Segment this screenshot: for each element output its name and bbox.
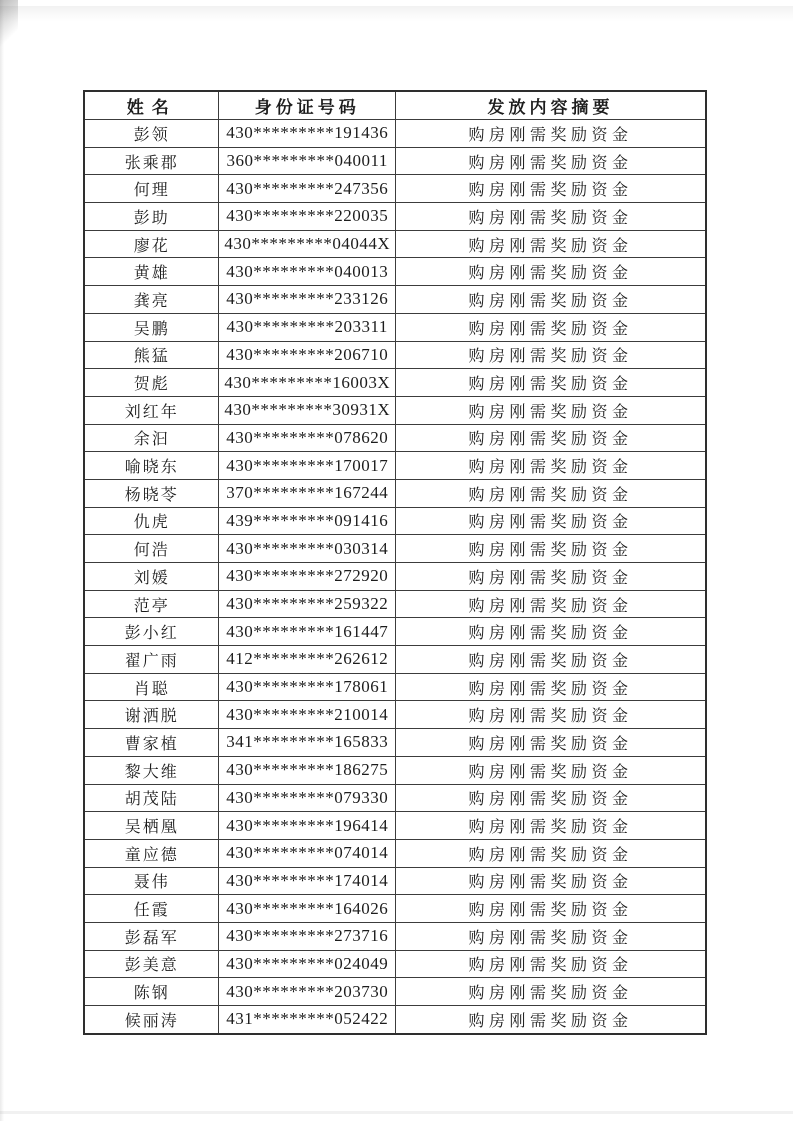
name-cell: 肖聪 [84, 673, 219, 701]
name-cell: 龚亮 [84, 286, 219, 314]
table-header [84, 91, 706, 120]
summary-cell: 购房刚需奖励资金 [395, 646, 706, 674]
summary-cell: 购房刚需奖励资金 [395, 147, 706, 175]
table-row [84, 618, 706, 646]
id-cell: 430*********164026 [219, 895, 396, 923]
id-cell: 430*********030314 [219, 535, 396, 563]
name-cell: 候丽涛 [84, 1006, 219, 1034]
table-row [84, 1006, 706, 1034]
header-row [84, 91, 706, 120]
table-row [84, 563, 706, 591]
id-cell: 430*********191436 [219, 120, 396, 148]
summary-cell: 购房刚需奖励资金 [395, 812, 706, 840]
beneficiary-table [83, 90, 707, 1035]
id-cell: 430*********247356 [219, 175, 396, 203]
table-body [84, 120, 706, 1034]
table-row [84, 452, 706, 480]
summary-cell: 购房刚需奖励资金 [395, 950, 706, 978]
summary-cell: 购房刚需奖励资金 [395, 839, 706, 867]
table-row [84, 812, 706, 840]
summary-cell: 购房刚需奖励资金 [395, 286, 706, 314]
header-name: 姓名 [84, 91, 219, 120]
id-cell: 439*********091416 [219, 507, 396, 535]
table-row [84, 922, 706, 950]
name-cell: 杨晓苓 [84, 479, 219, 507]
name-cell: 余汩 [84, 424, 219, 452]
id-cell: 430*********174014 [219, 867, 396, 895]
id-cell: 431*********052422 [219, 1006, 396, 1034]
table-row [84, 895, 706, 923]
summary-cell: 购房刚需奖励资金 [395, 1006, 706, 1034]
name-cell: 喻晓东 [84, 452, 219, 480]
table-row [84, 230, 706, 258]
summary-cell: 购房刚需奖励资金 [395, 258, 706, 286]
summary-cell: 购房刚需奖励资金 [395, 203, 706, 231]
scan-artifact-left-edge [0, 0, 4, 1121]
name-cell: 熊猛 [84, 341, 219, 369]
table-row [84, 424, 706, 452]
table-row [84, 258, 706, 286]
id-cell: 360*********040011 [219, 147, 396, 175]
name-cell: 张乘郡 [84, 147, 219, 175]
id-cell: 430*********178061 [219, 673, 396, 701]
table-row [84, 535, 706, 563]
scan-artifact-top-edge [0, 6, 793, 22]
summary-cell: 购房刚需奖励资金 [395, 978, 706, 1006]
table-row [84, 950, 706, 978]
name-cell: 刘红年 [84, 396, 219, 424]
table-row [84, 646, 706, 674]
name-cell: 彭磊军 [84, 922, 219, 950]
name-cell: 贺彪 [84, 369, 219, 397]
table-row [84, 978, 706, 1006]
summary-cell: 购房刚需奖励资金 [395, 895, 706, 923]
header-summary: 发放内容摘要 [395, 91, 706, 120]
id-cell: 430*********259322 [219, 590, 396, 618]
table-row [84, 729, 706, 757]
id-cell: 430*********186275 [219, 756, 396, 784]
table-row [84, 867, 706, 895]
summary-cell: 购房刚需奖励资金 [395, 341, 706, 369]
name-cell: 曹家植 [84, 729, 219, 757]
table-row [84, 673, 706, 701]
summary-cell: 购房刚需奖励资金 [395, 673, 706, 701]
table-row [84, 507, 706, 535]
name-cell: 陈钢 [84, 978, 219, 1006]
name-cell: 童应德 [84, 839, 219, 867]
summary-cell: 购房刚需奖励资金 [395, 507, 706, 535]
summary-cell: 购房刚需奖励资金 [395, 230, 706, 258]
table-row [84, 756, 706, 784]
id-cell: 430*********210014 [219, 701, 396, 729]
summary-cell: 购房刚需奖励资金 [395, 922, 706, 950]
summary-cell: 购房刚需奖励资金 [395, 479, 706, 507]
summary-cell: 购房刚需奖励资金 [395, 756, 706, 784]
table-row [84, 839, 706, 867]
name-cell: 翟广雨 [84, 646, 219, 674]
id-cell: 430*********161447 [219, 618, 396, 646]
summary-cell: 购房刚需奖励资金 [395, 701, 706, 729]
name-cell: 聂伟 [84, 867, 219, 895]
table-row [84, 701, 706, 729]
name-cell: 彭领 [84, 120, 219, 148]
id-cell: 430*********16003X [219, 369, 396, 397]
name-cell: 彭小红 [84, 618, 219, 646]
name-cell: 彭助 [84, 203, 219, 231]
name-cell: 胡茂陆 [84, 784, 219, 812]
summary-cell: 购房刚需奖励资金 [395, 729, 706, 757]
id-cell: 430*********203730 [219, 978, 396, 1006]
summary-cell: 购房刚需奖励资金 [395, 175, 706, 203]
id-cell: 412*********262612 [219, 646, 396, 674]
table-row [84, 369, 706, 397]
id-cell: 430*********170017 [219, 452, 396, 480]
name-cell: 黄雄 [84, 258, 219, 286]
summary-cell: 购房刚需奖励资金 [395, 784, 706, 812]
summary-cell: 购房刚需奖励资金 [395, 452, 706, 480]
table-row [84, 175, 706, 203]
table-row [84, 147, 706, 175]
id-cell: 430*********203311 [219, 313, 396, 341]
summary-cell: 购房刚需奖励资金 [395, 369, 706, 397]
name-cell: 黎大维 [84, 756, 219, 784]
id-cell: 430*********074014 [219, 839, 396, 867]
name-cell: 刘媛 [84, 563, 219, 591]
name-cell: 任霞 [84, 895, 219, 923]
id-cell: 430*********273716 [219, 922, 396, 950]
scan-artifact-corner [0, 0, 18, 56]
table-row [84, 286, 706, 314]
id-cell: 430*********079330 [219, 784, 396, 812]
id-cell: 430*********206710 [219, 341, 396, 369]
table-row [84, 313, 706, 341]
summary-cell: 购房刚需奖励资金 [395, 424, 706, 452]
name-cell: 廖花 [84, 230, 219, 258]
id-cell: 430*********078620 [219, 424, 396, 452]
name-cell: 仇虎 [84, 507, 219, 535]
name-cell: 何理 [84, 175, 219, 203]
id-cell: 430*********220035 [219, 203, 396, 231]
id-cell: 370*********167244 [219, 479, 396, 507]
id-cell: 341*********165833 [219, 729, 396, 757]
summary-cell: 购房刚需奖励资金 [395, 313, 706, 341]
id-cell: 430*********233126 [219, 286, 396, 314]
header-id-number: 身份证号码 [219, 91, 396, 120]
name-cell: 吴鹏 [84, 313, 219, 341]
table-row [84, 479, 706, 507]
id-cell: 430*********196414 [219, 812, 396, 840]
summary-cell: 购房刚需奖励资金 [395, 618, 706, 646]
name-cell: 谢洒脱 [84, 701, 219, 729]
summary-cell: 购房刚需奖励资金 [395, 867, 706, 895]
summary-cell: 购房刚需奖励资金 [395, 535, 706, 563]
table-row [84, 784, 706, 812]
name-cell: 范亭 [84, 590, 219, 618]
id-cell: 430*********024049 [219, 950, 396, 978]
table-row [84, 590, 706, 618]
summary-cell: 购房刚需奖励资金 [395, 590, 706, 618]
table-row [84, 120, 706, 148]
id-cell: 430*********04044X [219, 230, 396, 258]
id-cell: 430*********272920 [219, 563, 396, 591]
summary-cell: 购房刚需奖励资金 [395, 120, 706, 148]
name-cell: 何浩 [84, 535, 219, 563]
id-cell: 430*********040013 [219, 258, 396, 286]
table-row [84, 396, 706, 424]
table-row [84, 203, 706, 231]
scan-artifact-bottom-edge [0, 1111, 793, 1114]
summary-cell: 购房刚需奖励资金 [395, 396, 706, 424]
name-cell: 彭美意 [84, 950, 219, 978]
summary-cell: 购房刚需奖励资金 [395, 563, 706, 591]
id-cell: 430*********30931X [219, 396, 396, 424]
name-cell: 吴栖凰 [84, 812, 219, 840]
table-row [84, 341, 706, 369]
